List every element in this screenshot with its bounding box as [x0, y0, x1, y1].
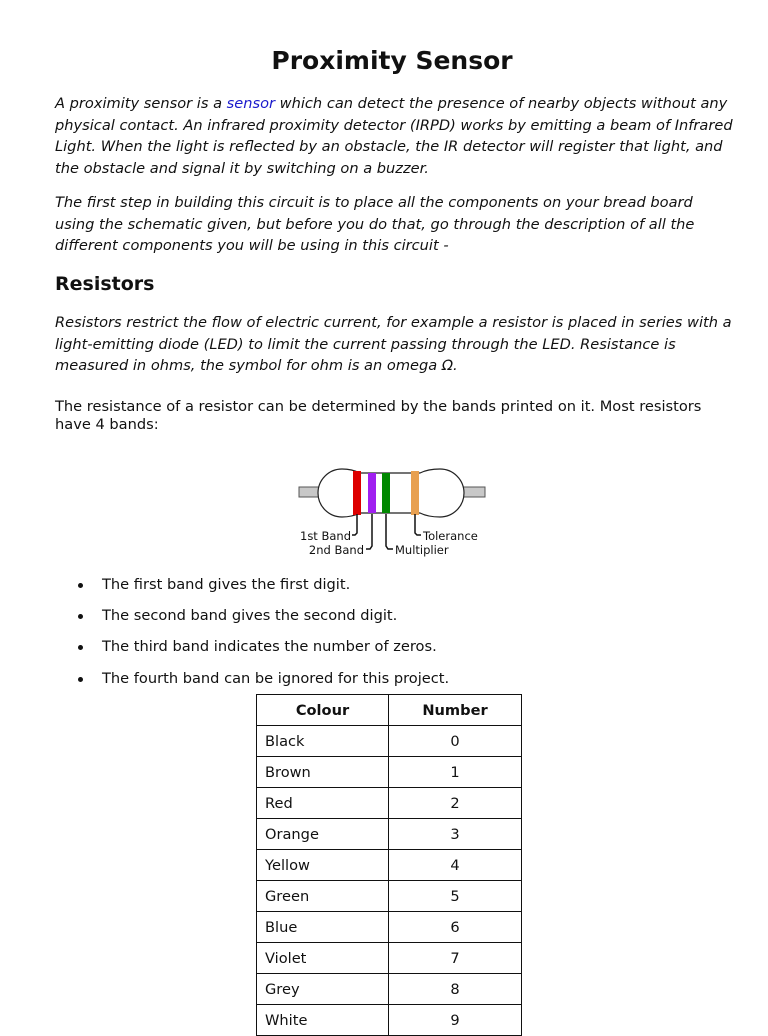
- list-item-text: The fourth band can be ignored for this project.: [102, 669, 450, 687]
- band-rules-list: [78, 574, 449, 699]
- second-band-stripe: [368, 473, 376, 513]
- table-row: [257, 912, 522, 943]
- number-cell: 5: [389, 881, 522, 912]
- number-cell: 8: [389, 974, 522, 1005]
- first-band-label: 1st Band: [300, 529, 351, 543]
- first-band-stripe: [353, 471, 361, 515]
- colour-cell: Orange: [257, 819, 389, 850]
- table-row: [257, 974, 522, 1005]
- colour-cell: Green: [257, 881, 389, 912]
- colour-cell: Brown: [257, 757, 389, 788]
- right-lead: [463, 487, 485, 497]
- list-item-text: The first band gives the first digit.: [102, 576, 351, 593]
- table-row: [257, 850, 522, 881]
- bullet-dot: [78, 645, 83, 650]
- number-cell: 6: [389, 912, 522, 943]
- intro-text-end: which can detect the presence of nearby objects without any physical contact. An infrared proximity detector (IRPD) works by emitting a beam of Infrared Light. When the light is reflected by an obstacle, the IR detector will register that light, and the obstacle and signal it by switching on a buzzer.: [55, 95, 733, 177]
- table-row: [257, 1005, 522, 1036]
- table-row: [257, 943, 522, 974]
- number-column-header: Number: [389, 695, 522, 726]
- resistor-diagram: [290, 462, 500, 562]
- multiplier-band-stripe: [382, 473, 390, 513]
- intro-text-start: A proximity sensor is a: [55, 95, 227, 112]
- list-item-text: The second band gives the second digit.: [102, 607, 398, 625]
- number-cell: 1: [389, 757, 522, 788]
- table-row: [257, 757, 522, 788]
- page-title: Proximity Sensor: [271, 46, 513, 75]
- first-step-paragraph: The first step in building this circuit is to place all the components on your bread board using the schematic given, but before you do that, go through the description of all the different components you will be using in this circuit -: [55, 194, 695, 254]
- colour-code-table: [256, 694, 522, 1036]
- colour-cell: Black: [257, 726, 389, 757]
- colour-cell: Blue: [257, 912, 389, 943]
- tolerance-label: Tolerance: [423, 529, 478, 543]
- colour-cell: Violet: [257, 943, 389, 974]
- resistor-body: [318, 469, 464, 517]
- list-item: [78, 636, 449, 667]
- bullet-dot: [78, 614, 83, 619]
- number-cell: 9: [389, 1005, 522, 1036]
- sensor-link[interactable]: sensor: [226, 95, 276, 112]
- number-cell: 7: [389, 943, 522, 974]
- resistors-description: Resistors restrict the flow of electric current, for example a resistor is placed in series with a light-emitting diode (LED) to limit the current passing through the LED. Resistance is measured in ohms, the symbol for ohm is an omega Ω.: [55, 314, 732, 374]
- tolerance-band-stripe: [411, 471, 419, 515]
- multiplier-label: Multiplier: [395, 543, 449, 557]
- second-band-leader: [366, 514, 372, 549]
- list-item: [78, 574, 449, 605]
- list-item-text: The third band indicates the number of zeros.: [102, 638, 437, 656]
- table-header-row: [257, 695, 522, 726]
- table-row: [257, 881, 522, 912]
- second-band-label: 2nd Band: [308, 543, 364, 557]
- tolerance-leader: [415, 514, 421, 535]
- resistors-heading: Resistors: [55, 273, 155, 295]
- table-row: [257, 819, 522, 850]
- colour-cell: Grey: [257, 974, 389, 1005]
- table-row: [257, 726, 522, 757]
- table-row: [257, 788, 522, 819]
- bands-intro: The resistance of a resistor can be determined by the bands printed on it. Most resistors have 4 bands:: [55, 398, 702, 433]
- bullet-dot: [78, 583, 83, 588]
- list-item: [78, 605, 449, 636]
- number-cell: 3: [389, 819, 522, 850]
- number-cell: 2: [389, 788, 522, 819]
- intro-paragraph: [55, 93, 735, 179]
- colour-column-header: Colour: [257, 695, 389, 726]
- first-band-leader: [352, 514, 357, 535]
- number-cell: 4: [389, 850, 522, 881]
- number-cell: 0: [389, 726, 522, 757]
- colour-cell: Red: [257, 788, 389, 819]
- bullet-dot: [78, 677, 83, 682]
- multiplier-leader: [386, 514, 393, 549]
- colour-cell: Yellow: [257, 850, 389, 881]
- colour-cell: White: [257, 1005, 389, 1036]
